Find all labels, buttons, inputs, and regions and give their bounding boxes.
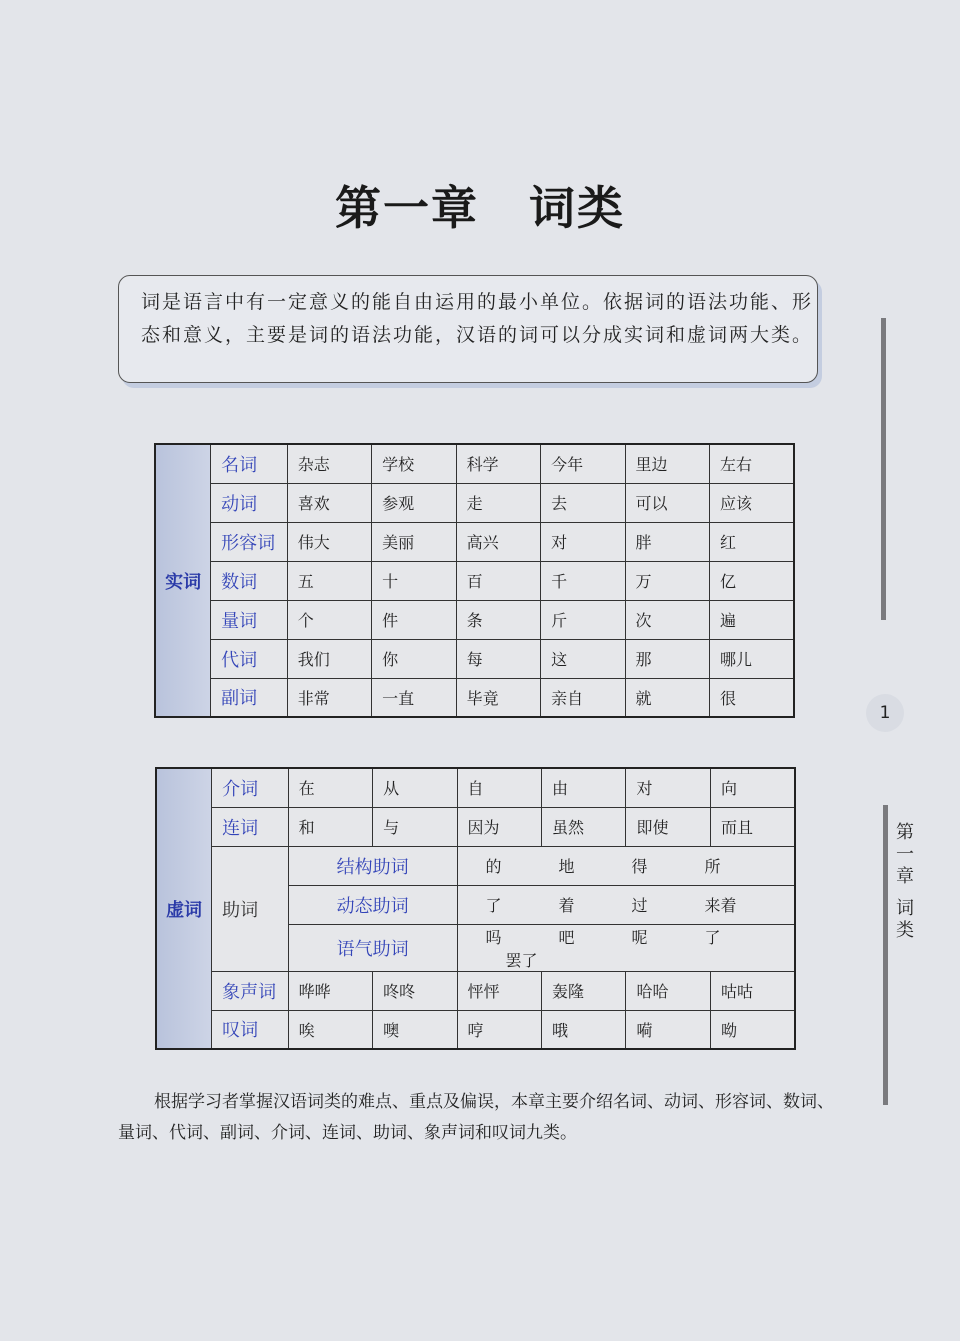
word: 吗 (485, 927, 502, 947)
word-cell: 你 (372, 639, 456, 678)
word-cell: 毕竟 (456, 678, 540, 717)
word-cell: 美丽 (372, 522, 456, 561)
word-cell: 可以 (625, 483, 709, 522)
word-list (457, 885, 795, 924)
word-cell: 左右 (709, 444, 794, 483)
category-label: 象声词 (212, 971, 289, 1010)
word-cell: 虽然 (542, 807, 626, 846)
category-label: 代词 (211, 639, 288, 678)
word-cell: 非常 (287, 678, 371, 717)
side-topic: 词类 (896, 898, 914, 941)
function-words-table (155, 767, 796, 1050)
word-cell: 参观 (372, 483, 456, 522)
word-cell: 由 (542, 768, 626, 807)
word: 地 (558, 857, 575, 876)
category-label: 形容词 (211, 522, 288, 561)
word: 吧 (558, 927, 575, 947)
word-cell: 喜欢 (287, 483, 371, 522)
word: 的 (485, 857, 502, 876)
word-cell: 应该 (709, 483, 794, 522)
chapter-name: 词类 (529, 181, 625, 235)
word-cell: 这 (541, 639, 625, 678)
category-label: 助词 (212, 846, 289, 971)
word: 呢 (631, 927, 648, 947)
word: 着 (558, 896, 575, 915)
page-number: 1 (866, 694, 904, 732)
word-cell: 自 (457, 768, 541, 807)
word-cell: 每 (456, 639, 540, 678)
word-cell: 个 (287, 600, 371, 639)
word-cell: 而且 (710, 807, 795, 846)
table-row (155, 600, 794, 639)
word-cell: 高兴 (456, 522, 540, 561)
side-chapter-label (895, 822, 915, 942)
table-row (156, 971, 795, 1010)
word-cell: 去 (541, 483, 625, 522)
word-cell: 哈哈 (626, 971, 710, 1010)
table-row (156, 846, 795, 885)
subcategory-label: 语气助词 (288, 924, 457, 971)
word-cell: 对 (541, 522, 625, 561)
word-cell: 五 (287, 561, 371, 600)
content-words-table (154, 443, 795, 718)
word-cell: 百 (456, 561, 540, 600)
word-list (457, 846, 795, 885)
word: 了 (485, 896, 502, 915)
chapter-number: 第一章 (335, 181, 479, 235)
word-cell: 呦 (710, 1010, 795, 1049)
word-cell: 里边 (625, 444, 709, 483)
word-cell: 我们 (287, 639, 371, 678)
word-cell: 哦 (542, 1010, 626, 1049)
word: 罢了 (505, 950, 538, 970)
category-label: 连词 (212, 807, 289, 846)
table-row (155, 444, 794, 483)
word-cell: 亲自 (541, 678, 625, 717)
subcategory-label: 动态助词 (288, 885, 457, 924)
word-cell: 胖 (625, 522, 709, 561)
word-cell: 唉 (288, 1010, 372, 1049)
table-row (156, 1010, 795, 1049)
word: 所 (704, 857, 721, 876)
word-cell: 一直 (372, 678, 456, 717)
word-cell: 即使 (626, 807, 710, 846)
word-cell: 件 (372, 600, 456, 639)
table-row (155, 639, 794, 678)
word-cell: 遍 (709, 600, 794, 639)
word-cell: 哪儿 (709, 639, 794, 678)
category-label: 动词 (211, 483, 288, 522)
group-label: 实词 (155, 444, 211, 717)
word-cell: 杂志 (287, 444, 371, 483)
word-cell: 咚咚 (373, 971, 457, 1010)
word-cell: 向 (710, 768, 795, 807)
table-row (155, 561, 794, 600)
page-title (0, 172, 960, 238)
intro-box: 词是语言中有一定意义的能自由运用的最小单位。依据词的语法功能、形态和意义，主要是词的语法功能，汉语的词可以分成实词和虚词两大类。 (118, 275, 818, 383)
word-cell: 走 (456, 483, 540, 522)
word-cell: 千 (541, 561, 625, 600)
word-cell: 噢 (373, 1010, 457, 1049)
word-cell: 咕咕 (710, 971, 795, 1010)
word: 了 (704, 927, 721, 947)
table-row (155, 483, 794, 522)
word-cell: 与 (373, 807, 457, 846)
word-cell: 在 (288, 768, 372, 807)
word-cell: 很 (709, 678, 794, 717)
category-label: 数词 (211, 561, 288, 600)
word-cell: 今年 (541, 444, 625, 483)
word-cell: 哗哗 (288, 971, 372, 1010)
word-cell: 万 (625, 561, 709, 600)
word-cell: 哼 (457, 1010, 541, 1049)
category-label: 副词 (211, 678, 288, 717)
word-cell: 那 (625, 639, 709, 678)
word-cell: 学校 (372, 444, 456, 483)
word-cell: 就 (625, 678, 709, 717)
word-cell: 科学 (456, 444, 540, 483)
word-cell: 伟大 (287, 522, 371, 561)
category-label: 介词 (212, 768, 289, 807)
word-cell: 次 (625, 600, 709, 639)
word-cell: 从 (373, 768, 457, 807)
word-cell: 红 (709, 522, 794, 561)
subcategory-label: 结构助词 (288, 846, 457, 885)
word-cell: 因为 (457, 807, 541, 846)
table-row (155, 678, 794, 717)
word-cell: 亿 (709, 561, 794, 600)
word-list (457, 924, 795, 971)
side-bar-bottom (883, 805, 888, 1105)
word-cell: 对 (626, 768, 710, 807)
word: 来着 (704, 896, 737, 915)
category-label: 量词 (211, 600, 288, 639)
category-label: 名词 (211, 444, 288, 483)
word-cell: 十 (372, 561, 456, 600)
word: 过 (631, 896, 648, 915)
group-label: 虚词 (156, 768, 212, 1049)
word: 得 (631, 857, 648, 876)
category-label: 叹词 (212, 1010, 289, 1049)
table-row (155, 522, 794, 561)
word-cell: 轰隆 (542, 971, 626, 1010)
word-cell: 和 (288, 807, 372, 846)
word-cell: 怦怦 (457, 971, 541, 1010)
word-cell: 条 (456, 600, 540, 639)
side-bar-top (881, 318, 886, 620)
word-cell: 嗬 (626, 1010, 710, 1049)
word-cell: 斤 (541, 600, 625, 639)
summary-paragraph: 根据学习者掌握汉语词类的难点、重点及偏误，本章主要介绍名词、动词、形容词、数词、量词、代词、副词、介词、连词、助词、象声词和叹词九类。 (118, 1092, 834, 1143)
table-row (156, 807, 795, 846)
table-row (156, 768, 795, 807)
side-chapter: 第一章 (896, 822, 914, 887)
